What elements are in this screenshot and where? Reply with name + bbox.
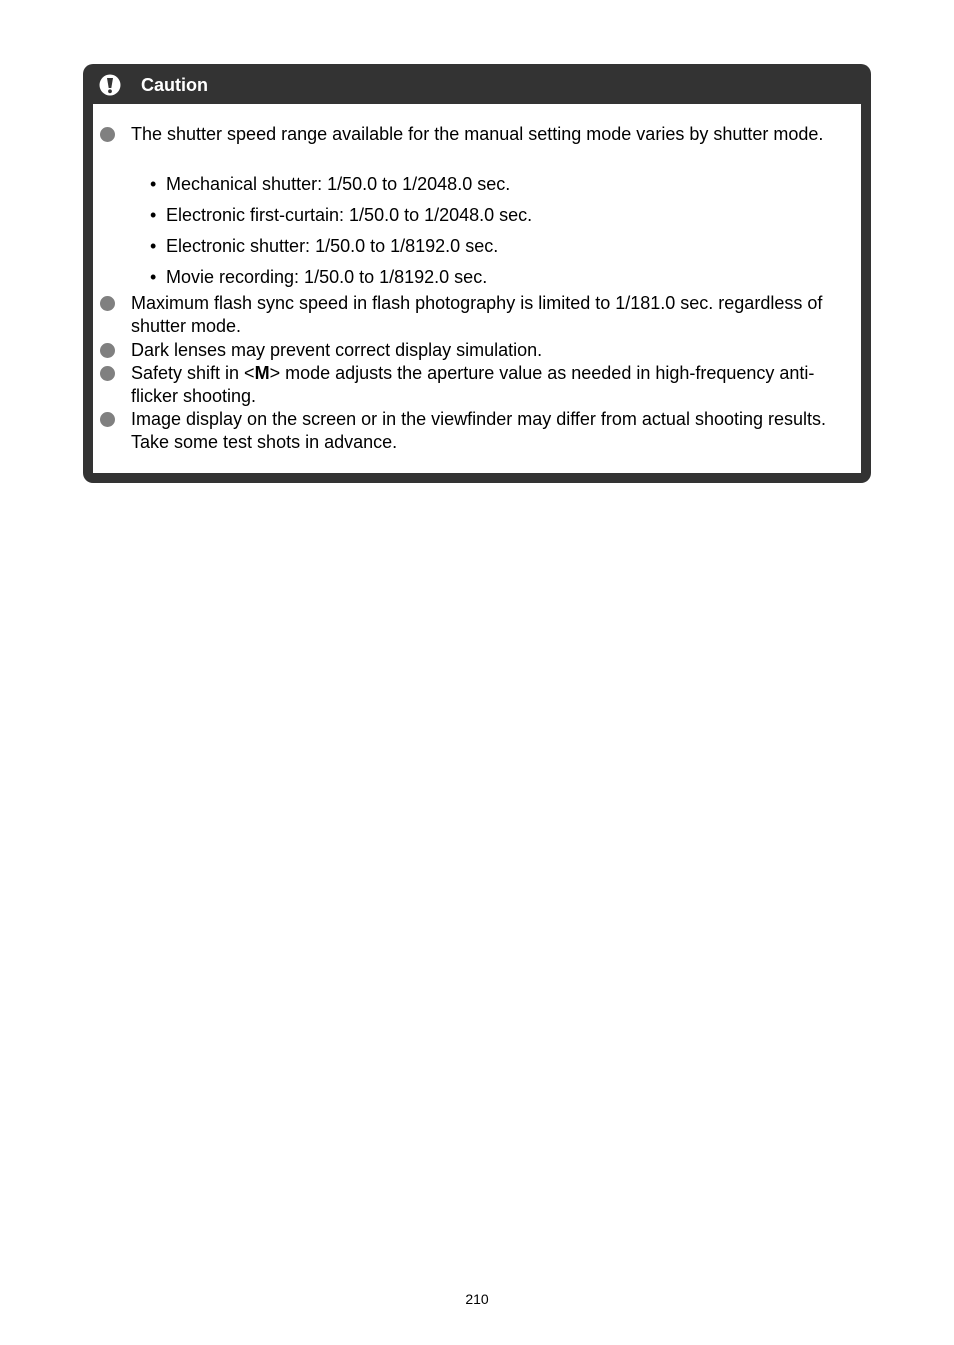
bullet-dot-icon bbox=[100, 412, 115, 427]
caution-header bbox=[83, 64, 871, 104]
sub-list-item-text: Movie recording: 1/50.0 to 1/8192.0 sec. bbox=[166, 267, 488, 287]
bullet-dot-icon bbox=[100, 127, 115, 142]
list-item-text: Maximum flash sync speed in flash photography is limited to 1/181.0 sec. regardless of shutter mode. bbox=[131, 293, 823, 336]
list-item-text: The shutter speed range available for the manual setting mode varies by shutter mode. bbox=[131, 124, 824, 144]
sub-bullet: • bbox=[150, 205, 157, 225]
sub-bullet: • bbox=[150, 236, 157, 256]
mode-label: M bbox=[254, 363, 270, 383]
sub-list-item-text: Mechanical shutter: 1/50.0 to 1/2048.0 sec. bbox=[166, 174, 511, 194]
caution-body bbox=[93, 104, 861, 473]
sub-list-item-text: Electronic shutter: 1/50.0 to 1/8192.0 sec. bbox=[166, 236, 499, 256]
sub-bullet: • bbox=[150, 174, 157, 194]
caution-title: Caution bbox=[141, 75, 208, 95]
bullet-dot-icon bbox=[100, 343, 115, 358]
sub-list-item-text: Electronic first-curtain: 1/50.0 to 1/2048.0 sec. bbox=[166, 205, 533, 225]
bullet-dot-icon bbox=[100, 296, 115, 311]
list-item-text: Image display on the screen or in the viewfinder may differ from actual shooting results. Take some test shots in advance. bbox=[131, 409, 827, 452]
bullet-dot-icon bbox=[100, 366, 115, 381]
caution-box bbox=[83, 64, 871, 483]
list-item-text bbox=[131, 362, 841, 408]
list-item-text: Dark lenses may prevent correct display simulation. bbox=[131, 340, 543, 360]
list-item-text-before: Safety shift in < bbox=[131, 363, 255, 383]
sub-bullet: • bbox=[150, 267, 157, 287]
exclamation-icon bbox=[99, 74, 121, 96]
page-number: 210 bbox=[465, 1291, 489, 1307]
list-item-text-after: > mode adjusts the aperture value as needed in high-frequency anti-flicker shooting. bbox=[131, 363, 815, 406]
